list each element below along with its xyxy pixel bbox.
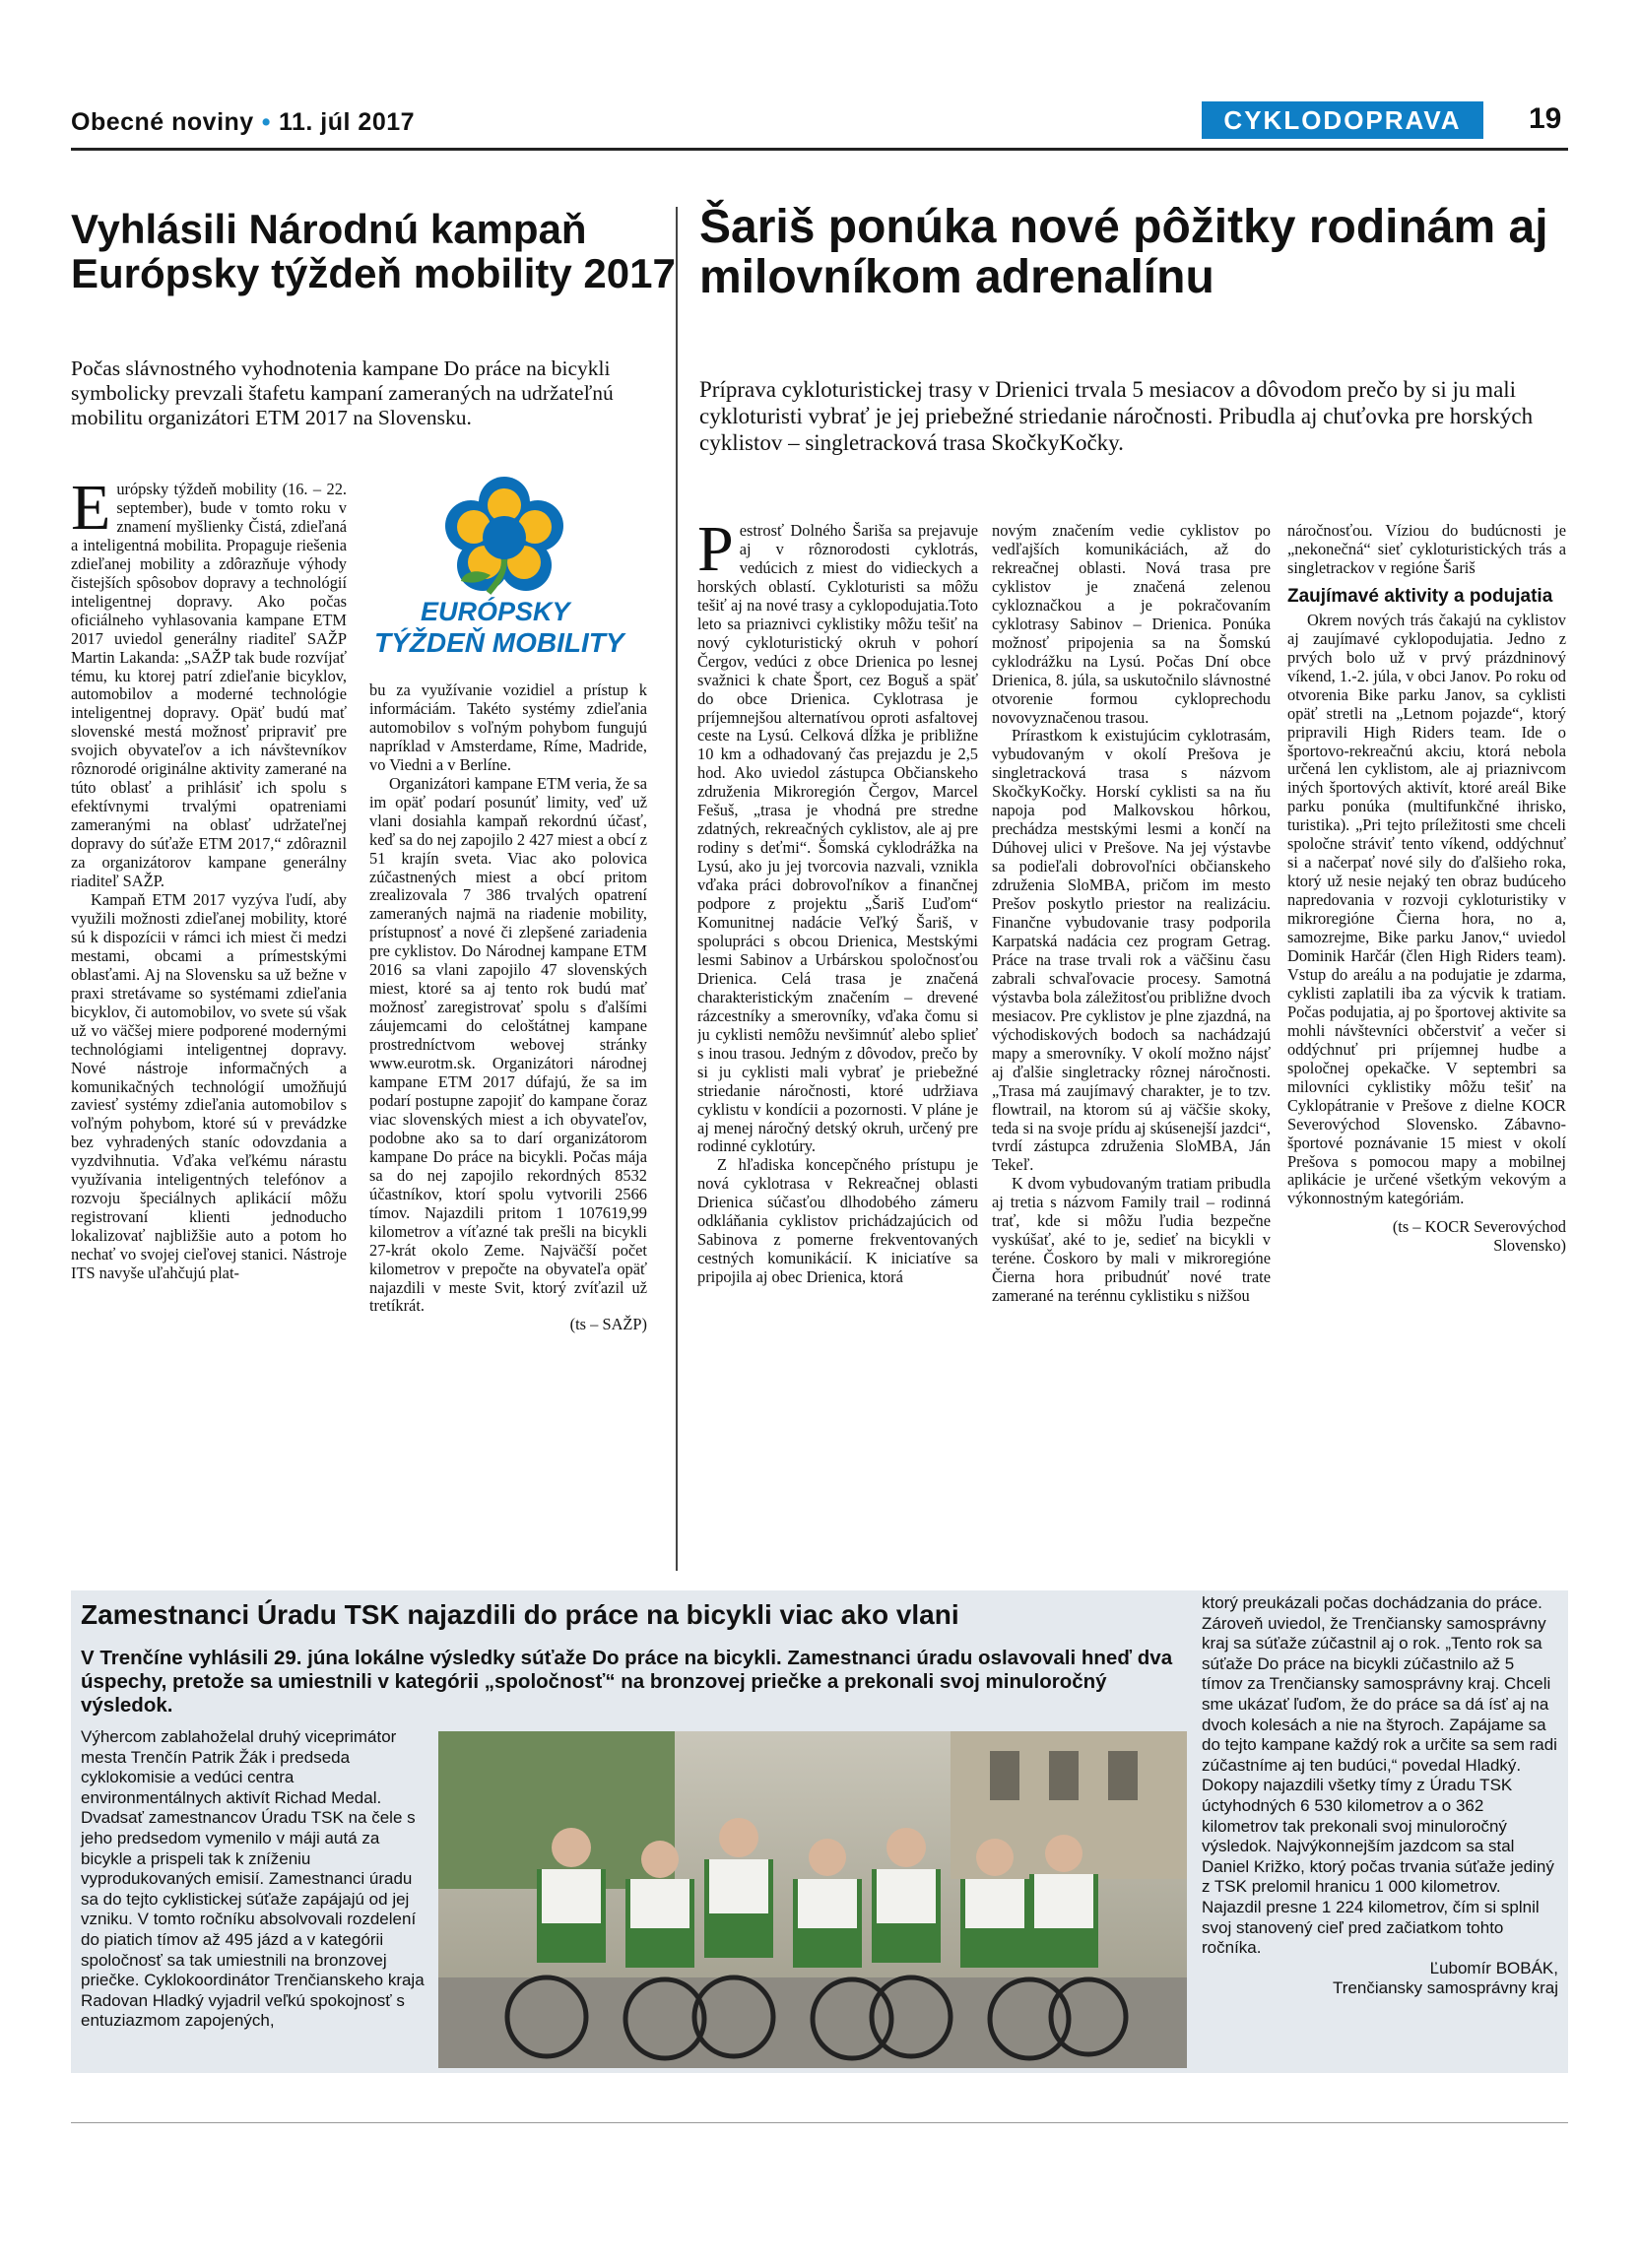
article1-lead: Počas slávnostného vyhodnotenia kampane Do práce na bicykli symbolicky prevzali štafetu kampaní zameraných na udržateľnú mobilitu organizátori ETM 2017 na Slovensku. xyxy=(71,356,614,429)
article2-paragraph: novým značením vedie cyklistov po vedľajších komunikáciách, až do rekreačnej oblasti. Nová trasa pre cyklistov je značená zelenou cykloznačkou a je pokračovaním cyklotrasy Sabinov – Drienica. Ponúka možnosť pripojenia sa na Šomskú cyklodrážku na Lysú. Počas Dní obce Drienica, 8. júla, sa uskutočnilo slávnostné otvorenie formou cykloprechodu novovyznačenou trasou. xyxy=(992,522,1271,727)
logo-text-line1: EURÓPSKY xyxy=(421,597,570,626)
article1-headline: Vyhlásili Národnú kampaň Európsky týždeň mobility 2017 xyxy=(71,206,676,296)
section-label: CYKLODOPRAVA xyxy=(1202,101,1483,139)
article2-headline: Šariš ponúka nové pôžitky rodinám aj milovníkom adrenalínu xyxy=(699,201,1548,303)
article2-paragraph: Okrem nových trás čakajú na cyklistov aj zaujímavé cyklopodujatia. Jedno z prvých bolo už v prvý prázdninový víkend, 1.-2. júla, v obci Janov. Po roku od otvorenia Bike parku Janov, sa cyklisti opäť stretli na „Letnom pojazde“, ktorý pripravili High Riders team. Ide o športovo-rekreačnú akciu, ktorá nebola určená len cyklistom, ale aj priaznivcom iných športových aktivít, ktoré areál Bike parku ponúka (multifunkčné ihrisko, turistika). „Pri tejto príležitosti sme chceli spoločne stráviť tento víkend, oddýchnuť si a načerpať nové sily do ďalšieho roka, ktorý už nesie nejaký ten obraz budúceho napredovania v rozvoji cykloturistiky v mikroregióne Čierna hora, no a, samozrejme, Bike parku Janov,“ uviedol Dominik Harčár (člen High Riders team). Vstup do areálu a na podujatie je zdarma, cyklisti zaplatili iba za výcvik k tratiam. Počas podujatia, aj po športovej aktivite sa mohli návštevníci občerstviť a večer si oddýchnuť pri príjemnej hudbe a spoločnej opekačke. V septembri sa milovníci cyklistiky môžu tešiť na Cyklopátranie v Prešove z dielne KOCR Severovýchod Slovensko. Zábavno-športové poznávanie 15 miest v okolí Prešova s pomocou mapy a mobilnej aplikácie je určené všetkým vekovým a výkonnostným kategóriám. xyxy=(1287,610,1566,1208)
european-mobility-week-logo xyxy=(366,477,652,664)
paper-name: Obecné noviny xyxy=(71,108,254,136)
article2-subheading: Zaujímavé aktivity a podujatia xyxy=(1287,585,1553,607)
box-left-text: Výhercom zablahoželal druhý viceprimátor mesta Trenčín Patrik Žák i predseda cyklokomisie a vedúci centra environmentálnych aktivít Richad Medal. Dvadsať zamestnancov Úradu TSK na čele s jeho predsedom vymenilo v máji autá za bicykle a prispeli tak k zníženiu vyprodukovaných emisií. Zamestnanci úradu sa do tejto cyklistickej súťaže zapájajú od jej vzniku. V tomto ročníku absolvovali rozdelení do piatich tímov až 495 jázd a v kategórii spoločnosť sa tak umiestnili na bronzovej priečke. Cyklokoordinátor Trenčianskeho kraja Radovan Hladký vyjadril veľkú spokojnosť s entuziazmom zapojených, xyxy=(81,1727,425,2031)
article1-paragraph: bu za využívanie vozidiel a prístup k informáciám. Takéto systémy zdieľania automobilov s voľným pohybom fungujú napríklad v Amsterdame, Ríme, Madride, vo Viedni a v Berlíne. xyxy=(369,681,647,774)
article2-paragraph: K dvom vybudovaným tratiam pribudla aj tretia s názvom Family trail – rodinná trať, kde si môžu ľudia bezpečne vyskúšať, aké to je, sedieť na bicykli v teréne. Čoskoro by mali v mikroregióne Čierna hora pribudnúť nové trate zamerané na terénnu cyklistiku s nižšou xyxy=(992,1174,1271,1306)
article1-paragraph: urópsky týždeň mobility (16. – 22. september), bude v tomto roku v znamení myšlienky Čistá, zdieľaná a inteligentná mobilita. Propaguje riešenia zdieľanej mobility a zdôrazňuje výhody čistejších spôsobov dopravy a technológií inteligentnej dopravy. Ako počas oficiálneho vyhlasovania kampane ETM 2017 uviedol generálny riaditeľ SAŽP Martin Lakanda: „SAŽP tak bude rozvíjať tému, ku ktorej patrí zdieľanie bicyklov, automobilov a moderné technológie inteligentnej dopravy. Opäť budú mať slovenské mestá možnosť pripraviť pre svojich obyvateľov a ich návštevníkov rôznorodé originálne aktivity zamerané na túto oblasť a prihlásiť ich spolu s efektívnymi trvalými opatreniami zameranými na oblasť udržateľnej dopravy do súťaže ETM 2017,“ zdôraznil za organizátorov kampane generálny riaditeľ SAŽP. xyxy=(71,481,347,891)
author-name: Ľubomír BOBÁK, xyxy=(1429,1958,1558,1977)
article2-credit-line1: (ts – KOCR Severovýchod xyxy=(1392,1217,1566,1237)
column-divider xyxy=(676,207,678,1571)
article1-paragraph: Kampaň ETM 2017 vyzýva ľudí, aby využili možnosti zdieľanej mobility, ktoré sú k dispozícii v rámci ich miest či medzi mestami, obcami a prímestskými oblasťami. Aj na Slovensku sa už bežne v praxi stretávame so systémami zdieľania bicyklov, či automobilov, vo svete sú však už vo väčšej miere podporené modernými technológiami inteligentnej dopravy. Nové nástroje informačných a komunikačných technológií umožňujú zaviesť systémy zdieľania automobilov s voľným pohybom, ktoré sú v prevádzke bez vyhradených staníc odovzdania a vyzdvihnutia. Vďaka veľkému nárastu využívania inteligentných telefónov a rozvoju špeciálnych aplikácií môžu registrovaní klienti jednoducho lokalizovať najbližšie auto a potom ho nechať vo svojej cieľovej stanici. Nástroje ITS navyše uľahčujú plat- xyxy=(71,889,347,1283)
author-organization: Trenčiansky samosprávny kraj xyxy=(1333,1978,1558,1998)
article1-column-1 xyxy=(71,481,347,1566)
article2-paragraph: Z hľadiska koncepčného prístupu je nová cyklotrasa v Rekreačnej oblasti Drienica súčasťou dlhodobého zámeru odkláňania cyklistov prichádzajúcich od Sabinova z pomerne frekventovaných cestných komunikácií. K iniciatíve sa pripojila aj obec Drienica, ktorá xyxy=(697,1155,978,1287)
flower-logo-icon xyxy=(366,477,652,664)
cyclists-photo-image xyxy=(438,1731,1187,2068)
article1-column-2 xyxy=(369,681,647,1566)
cyclists-group-photo xyxy=(438,1731,1187,2068)
footer-rule xyxy=(71,2122,1568,2123)
article1-credit: (ts – SAŽP) xyxy=(569,1315,647,1334)
bullet-separator: • xyxy=(261,108,271,136)
article2-paragraph: náročnosťou. Víziou do budúcnosti je „nekonečná“ sieť cykloturistických trás a singletrackov v regióne Šariš xyxy=(1287,522,1566,577)
dropcap: P xyxy=(697,522,734,585)
box-right-text: ktorý preukázali počas dochádzania do práce. Zároveň uviedol, že Trenčiansky samosprávny kraj sa súťaže zúčastnil aj o rok. „Tento rok sa súťaže Do práce na bicykli zúčastnilo až 5 tímov za Trenčiansky samosprávny kraj. Chceli sme ukázať ľuďom, že do práce sa dá ísť aj na dvoch kolesách a nie na štyroch. Zapájame sa do tejto kampane každý rok a určite sa sem radi zúčastníme aj ten budúci,“ povedal Hladký. Dokopy najazdili všetky tímy z Úradu TSK úctyhodných 6 530 kilometrov a o 362 kilometrov tak prekonali svoj minuloročný výsledok. Najvýkonnejším jazdcom sa stal Daniel Križko, ktorý počas trvania súťaže jediný z TSK prelomil hranicu 1 000 kilometrov. Najazdil presne 1 224 kilometrov, čím si splnil svoj stanovený cieľ pred začiatkom tohto ročníka. xyxy=(1202,1593,1557,1958)
article2-column-3 xyxy=(1287,522,1566,1566)
box-headline: Zamestnanci Úradu TSK najazdili do práce na bicykli viac ako vlani xyxy=(81,1599,959,1630)
page-number: 19 xyxy=(1529,102,1562,135)
issue-date: 11. júl 2017 xyxy=(278,108,416,136)
article2-column-2 xyxy=(992,522,1271,1566)
header-rule xyxy=(71,148,1568,151)
article2-credit-line2: Slovensko) xyxy=(1493,1236,1566,1256)
box-right-column xyxy=(1202,1593,1558,1999)
article2-lead: Príprava cykloturistickej trasy v Drienici trvala 5 mesiacov a dôvodom prečo by si ju mali cykloturisti vybrať je jej priebežné striedanie náročnosti. Pribudla aj chuťovka pre horských cyklistov – singletracková trasa SkočkyKočky. xyxy=(699,377,1534,455)
logo-text-line2: TÝŽDEŇ MOBILITY xyxy=(374,627,624,658)
article1-paragraph: Organizátori kampane ETM veria, že sa im opäť podarí posunúť limity, veď už vlani dosiahla kampaň rekordnú účasť, keď sa do nej zapojilo 2 427 miest a obcí z 51 krajín sveta. Viac ako polovica zúčastnených miest a obcí pritom zrealizovala 7 386 trvalých opatrení zameraných najmä na riadenie mobility, prístupnosť a nové či zlepšené zariadenia pre cyklistov. Do Národnej kampane ETM 2016 sa vlani zapojilo 47 slovenských miest, ktoré sa aj tento rok budú mať možnosť zaregistrovať spolu s ďalšími záujemcami do celoštátnej kampane prostredníctvom webovej stránky www.eurotm.sk. Organizátori národnej kampane ETM 2017 dúfajú, že sa im podarí postupne zapojiť do kampane čoraz viac slovenských miest a ich obyvateľov, podobne ako sa to darí organizátorom kampane Do práce na bicykli. Počas mája sa do nej zapojilo rekordných 8532 účastníkov, ktorí spolu vytvorili 2566 tímov. Najazdili pritom 1 107619,99 kilometrov a víťazné tak prešli na bicykli 27-krát okolo Zeme. Najväčší počet kilometrov v prepočte na obyvateľa opäť najazdili v meste Svit, ktorý zvíťazil už tretíkrát. xyxy=(369,773,647,1316)
article2-column-1 xyxy=(697,522,978,1566)
article2-paragraph: estrosť Dolného Šariša sa prejavuje aj v rôznorodosti cyklotrás, vedúcich z miest do vidieckych a horských oblastí. Cykloturisti sa môžu tešiť aj na nové trasy a cyklopodujatia.Toto leto sa priaznivci cyklistiky môžu tešiť na nový cykloturistický okruh v pohorí Čergov, vedúci z obce Drienica po lesnej svažnici k chate Šport, cez Boguš a späť do obce Drienica. Cyklotrasa je príjemnejšou alternatívou oproti asfaltovej ceste na Lysú. Celková dĺžka je približne 10 km a odhadovaný čas prejazdu je 2,5 hod. Ako uviedol zástupca Občianskeho združenia Mikroregión Čergov, Marcel Fešuš, „trasa je vhodná pre stredne zdatných, rekreačných cyklistov, ale aj pre rodiny s deťmi“. Šomská cyklodrážka na Lysú, ako ju jej tvorcovia nazvali, vznikla vďaka práci dobrovoľníkov a finančnej podpore z projektu „Šariš Ľuďom“ Komunitnej nadácie Veľký Šariš, v spolupráci s obcou Drienica, Mestskými lesmi Sabinov a Urbárskou spoločnosťou Drienica. Celá trasa je značená charakteristickým značením – drevené rázcestníky a smerovníky, vďaka čomu si ju cyklisti nemôžu nevšimnúť alebo splieť s inou trasou. Jedným z dôvodov, prečo by si ju cyklisti mali vybrať je priebežné striedanie náročnosti, ktoré udržiava cyklistu v kondícii a pozornosti. V pláne je aj menej náročný detský okruh, určený pre rodinné cyklotúry. xyxy=(697,522,978,1156)
dropcap: E xyxy=(71,481,111,544)
article2-paragraph: Prírastkom k existujúcim cyklotrasám, vybudovaným v okolí Prešova je singletracková trasa s názvom SkočkyKočky. Horskí cyklisti sa na ňu napoja pod Malkovskou hôrkou, prechádza mestskými lesmi a končí na Dúhovej ulici v Prešove. Na jej výstavbe sa podieľali dobrovoľníci občianskeho združenia SloMBA, pričom im mesto Prešov poskytlo priestor na realizáciu. Finančne vybudovanie trasy podporila Karpatská nadácia cez program Getrag. Práce na trase trvali rok a väčšinu času zabrali schvaľovacie procesy. Samotná výstavba bola záležitosťou približne dvoch mesiacov. Pre cyklistov je plne zjazdná, na východiskových bodoch sa nachádzajú mapy a smerovníky. V okolí možno nájsť aj ďalšie singletracky rôznej náročnosti. „Trasa má zaujímavý charakter, je to tzv. flowtrail, na ktorom sú aj väčšie skoky, teda si na svoje prídu aj skúsenejší jazdci“, tvrdí zástupca združenia SloMBA, Ján Tekeľ. xyxy=(992,726,1271,1175)
box-lead: V Trenčíne vyhlásili 29. júna lokálne výsledky súťaže Do práce na bicykli. Zamestnanci úradu oslavovali hneď dva úspechy, pretože sa umiestnili v kategórii „spoločnosť“ na bronzovej priečke a prekonali svoj minuloročný výsledok. xyxy=(81,1647,1173,1717)
masthead xyxy=(71,108,415,137)
